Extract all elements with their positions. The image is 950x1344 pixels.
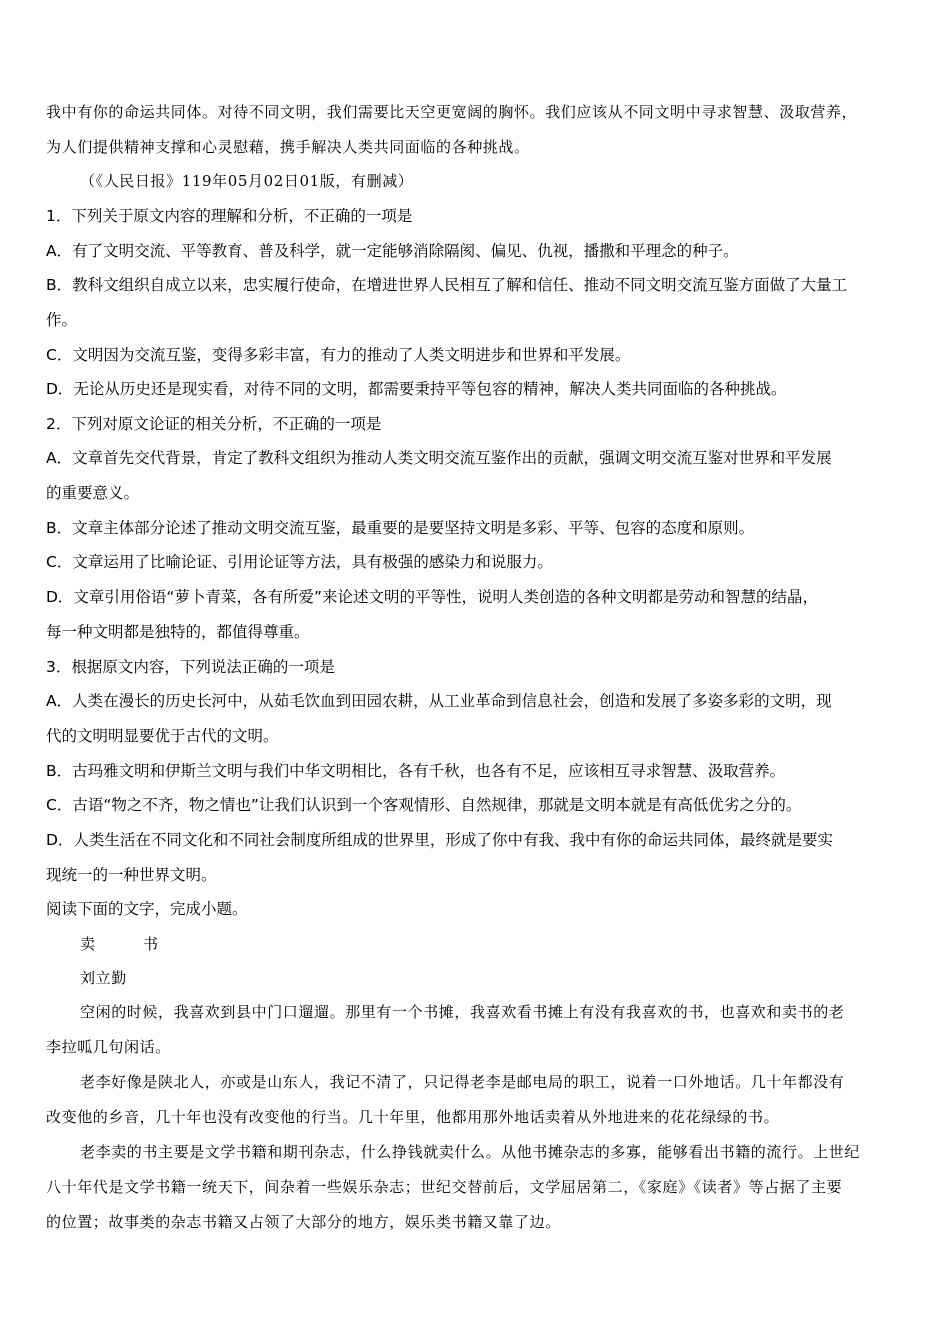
passage-line: 我中有你的命运共同体。对待不同文明，我们需要比天空更宽阔的胸怀。我们应该从不同文明中寻求智慧、汲取营养， <box>46 103 858 121</box>
story-paragraph-line: 八十年代是文学书籍一统天下，间杂着一些娱乐杂志；世纪交替前后，文学屈居第二，《家庭》《读者》等占据了主要 <box>46 1178 843 1196</box>
story-paragraph-line: 改变他的乡音，几十年也没有改变他的行当。几十年里，他都用那外地话卖着从外地进来的花花绿绿的书。 <box>46 1108 780 1126</box>
story-paragraph-line: 老李好像是陕北人，亦或是山东人，我记不清了，只记得老李是邮电局的职工，说着一口外地话。几十年都没有 <box>80 1073 845 1091</box>
question-1-option-d: D．无论从历史还是现实看，对待不同的文明，都需要秉持平等包容的精神，解决人类共同面临的各种挑战。 <box>46 380 787 398</box>
passage-line: 为人们提供精神支撑和心灵慰藉，携手解决人类共同面临的各种挑战。 <box>46 138 530 156</box>
question-2-option-d-cont: 每一种文明都是独特的，都值得尊重。 <box>46 623 310 641</box>
question-1-option-c: C．文明因为交流互鉴，变得多彩丰富，有力的推动了人类文明进步和世界和平发展。 <box>46 346 631 364</box>
question-1-option-a: A．有了文明交流、平等教育、普及科学，就一定能够消除隔阂、偏见、仇视，播撒和平理念的种子。 <box>46 242 739 260</box>
question-3-option-a: A．人类在漫长的历史长河中，从茹毛饮血到田园农耕，从工业革命到信息社会，创造和发展了多姿多彩的文明，现 <box>46 692 832 710</box>
story-paragraph-line: 老李卖的书主要是文学书籍和期刊杂志，什么挣钱就卖什么。从他书摊杂志的多寡，能够看出书籍的流行。上世纪 <box>80 1143 861 1161</box>
question-2-option-d: D．文章引用俗语“萝卜青菜，各有所爱”来论述文明的平等性，说明人类创造的各种文明都是劳动和智慧的结晶， <box>46 588 818 606</box>
reading-instruction: 阅读下面的文字，完成小题。 <box>46 900 248 918</box>
question-1-stem: 1．下列关于原文内容的理解和分析，不正确的一项是 <box>46 207 413 225</box>
question-1-option-b: B．教科文组织自成立以来，忠实履行使命，在增进世界人民相互了解和信任、推动不同文明交流互鉴方面做了大量工 <box>46 276 848 294</box>
story-title-char-1: 卖 <box>80 935 96 953</box>
story-author: 刘立勤 <box>80 969 127 987</box>
question-3-option-b: B．古玛雅文明和伊斯兰文明与我们中华文明相比，各有千秋，也各有不足，应该相互寻求智慧、汲取营养。 <box>46 762 786 780</box>
question-3-option-a-cont: 代的文明明显要优于古代的文明。 <box>46 727 279 745</box>
question-2-option-b: B．文章主体部分论述了推动文明交流互鉴，最重要的是要坚持文明是多彩、平等、包容的态度和原则。 <box>46 519 755 537</box>
question-2-stem: 2．下列对原文论证的相关分析，不正确的一项是 <box>46 415 382 433</box>
question-1-option-b-cont: 作。 <box>46 311 78 329</box>
story-paragraph-line: 空闲的时候，我喜欢到县中门口遛遛。那里有一个书摊，我喜欢看书摊上有没有我喜欢的书，也喜欢和卖书的老 <box>80 1003 845 1021</box>
question-3-stem: 3．根据原文内容，下列说法正确的一项是 <box>46 658 335 676</box>
story-paragraph-line: 的位置；故事类的杂志书籍又占领了大部分的地方，娱乐类书籍又靠了边。 <box>46 1213 561 1231</box>
question-2-option-c: C．文章运用了比喻论证、引用论证等方法，具有极强的感染力和说服力。 <box>46 553 553 571</box>
question-2-option-a: A．文章首先交代背景，肯定了教科文组织为推动人类文明交流互鉴作出的贡献，强调文明交流互鉴对世界和平发展 <box>46 449 832 467</box>
question-3-option-c: C．古语“物之不齐，物之情也”让我们认识到一个客观情形、自然规律，那就是文明本就是有高低优劣之分的。 <box>46 796 802 814</box>
question-3-option-d: D．人类生活在不同文化和不同社会制度所组成的世界里，形成了你中有我、我中有你的命运共同体，最终就是要实 <box>46 831 833 849</box>
story-title-char-2: 书 <box>143 935 159 953</box>
story-paragraph-line: 李拉呱几句闲话。 <box>46 1038 171 1056</box>
question-3-option-d-cont: 现统一的一种世界文明。 <box>46 866 217 884</box>
passage-source: （《人民日报》119年05月02日01版，有删减） <box>80 172 414 190</box>
question-2-option-a-cont: 的重要意义。 <box>46 484 140 502</box>
